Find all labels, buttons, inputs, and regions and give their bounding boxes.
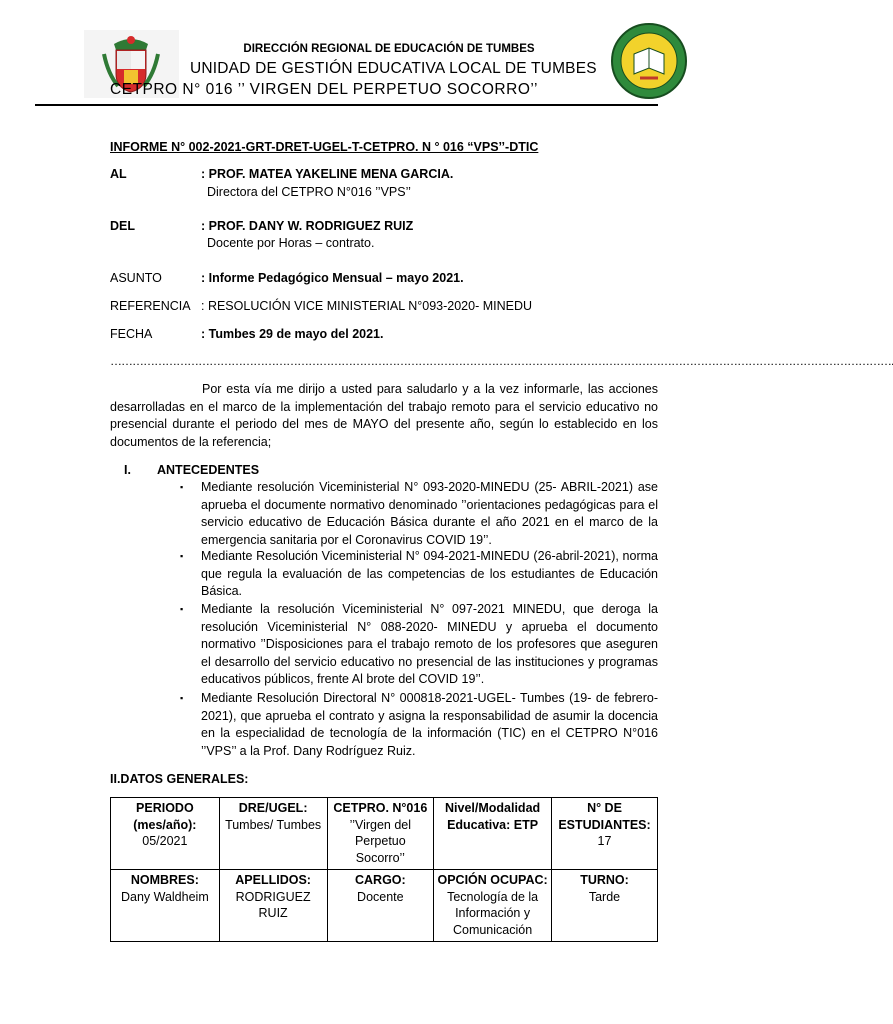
table-cell-periodo xyxy=(111,798,220,870)
table-cell-nombres xyxy=(111,870,220,942)
cell-label: OPCIÓN OCUPAC: xyxy=(437,873,548,887)
intro-paragraph: Por esta vía me dirijo a usted para saludarlo y a la vez informarle, las acciones desarrolladas en el marco de la implementación del trabajo remoto para el servicio educativo no presencial durante el periodo del mes de MAYO del presente año, según lo establecido en los documentos de la referencia; xyxy=(110,382,658,449)
header-direccion: DIRECCIÓN REGIONAL DE EDUCACIÓN DE TUMBES xyxy=(243,43,535,55)
antecedente-item: Mediante resolución Viceministerial N° 093-2020-MINEDU (25- ABRIL-2021) ase aprueba el documente normativo denominado ’’orientaciones pedagógicas para el servicio educativo de Educación Básica durante el año 2021 en el marco de la emergencia sanitaria por el Coronavirus COVID 19’’. xyxy=(201,480,658,547)
cell-value: Dany Waldheim xyxy=(120,889,209,904)
bullet-icon: ▪ xyxy=(180,604,184,614)
cell-label: PERIODO (mes/año): xyxy=(133,801,197,832)
table-cell-estudiantes xyxy=(552,798,658,870)
section1-number: I. xyxy=(124,463,131,477)
table-cell-dre-ugel xyxy=(219,798,327,870)
cell-label: TURNO: xyxy=(580,873,629,887)
table-cell-cargo xyxy=(327,870,434,942)
section1-title: ANTECEDENTES xyxy=(157,463,260,477)
table-cell-cetpro xyxy=(327,798,434,870)
cell-label: CETPRO. N°016 xyxy=(333,801,428,815)
table-row xyxy=(111,798,658,870)
cell-value: Docente xyxy=(357,889,404,904)
cell-value: 17 xyxy=(597,834,612,848)
antecedente-item: Mediante la resolución Viceministerial N° 097-2021 MINEDU, que deroga la resolución Viceministerial N° 088-2020- MINEDU y aprueba el documento normativo ’’Disposiciones para el trabajo remoto de los profesores que aseguren el desarrollo del servicio educativo no presencial de las instituciones y programas educativos públicos, frente Al brote del COVID 19’’. xyxy=(201,602,658,686)
al-value: : PROF. MATEA YAKELINE MENA GARCIA. xyxy=(201,167,454,181)
dotted-separator: ……………………………………………………………………………………………………………………………………………………………………………………………. xyxy=(110,354,893,368)
table-cell-opcion xyxy=(434,870,552,942)
bullet-icon: ▪ xyxy=(180,482,184,492)
table-cell-apellidos xyxy=(219,870,327,942)
referencia-value: : RESOLUCIÓN VICE MINISTERIAL N°093-2020- MINEDU xyxy=(201,299,533,313)
cell-value: ’’Virgen del Perpetuo Socorro’’ xyxy=(349,817,412,865)
cell-value: Tarde xyxy=(588,889,621,904)
asunto-value: : Informe Pedagógico Mensual – mayo 2021. xyxy=(201,271,464,285)
cell-value: Tecnología de la Información y Comunicación xyxy=(447,889,539,937)
section2-title: II.DATOS GENERALES: xyxy=(110,772,249,786)
del-subtitle: Docente por Horas – contrato. xyxy=(207,236,375,250)
header-cetpro: CETPRO N° 016 ’’ VIRGEN DEL PERPETUO SOCORRO’’ xyxy=(110,81,538,98)
bullet-icon: ▪ xyxy=(180,693,184,703)
cell-label: Nivel/Modalidad Educativa: ETP xyxy=(445,801,541,832)
header-unidad: UNIDAD DE GESTIÓN EDUCATIVA LOCAL DE TUMBES xyxy=(190,60,597,77)
header-divider xyxy=(35,104,658,106)
table-cell-turno xyxy=(552,870,658,942)
al-label: AL xyxy=(110,167,127,181)
cell-value: 05/2021 xyxy=(142,834,188,848)
referencia-label: REFERENCIA xyxy=(110,299,191,313)
cell-label: N° DE ESTUDIANTES: xyxy=(558,801,651,832)
del-label: DEL xyxy=(110,219,135,233)
antecedente-item: Mediante Resolución Viceministerial N° 094-2021-MINEDU (26-abril-2021), norma que regula la evaluación de las competencias de los estudiantes de Educación Básica. xyxy=(201,549,658,598)
asunto-label: ASUNTO xyxy=(110,271,162,285)
cell-label: NOMBRES: xyxy=(130,873,199,887)
cetpro-seal-logo xyxy=(610,22,688,100)
del-value: : PROF. DANY W. RODRIGUEZ RUIZ xyxy=(201,219,414,233)
cell-value: Tumbes/ Tumbes xyxy=(225,817,322,832)
cell-label: CARGO: xyxy=(354,873,406,887)
informe-title: INFORME N° 002-2021-GRT-DRET-UGEL-T-CETPRO. N ° 016 “VPS’’-DTIC xyxy=(110,140,539,154)
cell-label: APELLIDOS: xyxy=(235,873,311,887)
table-cell-nivel xyxy=(434,798,552,870)
datos-generales-table xyxy=(110,797,658,942)
cell-label: DRE/UGEL: xyxy=(238,801,308,815)
al-subtitle: Directora del CETPRO N°016 ’’VPS’’ xyxy=(207,185,411,199)
bullet-icon: ▪ xyxy=(180,551,184,561)
fecha-label: FECHA xyxy=(110,327,153,341)
table-row xyxy=(111,870,658,942)
cell-value: RODRIGUEZ RUIZ xyxy=(235,889,311,920)
fecha-value: : Tumbes 29 de mayo del 2021. xyxy=(201,327,384,341)
antecedente-item: Mediante Resolución Directoral N° 000818-2021-UGEL- Tumbes (19- de febrero-2021), que aprueba el contrato y asigna la responsabilidad de asumir la docencia en la especialidad de tecnología de la información (TIC) en el CETPRO N°016 ’’VPS’’ a la Prof. Dany Rodríguez Ruiz. xyxy=(201,691,658,758)
